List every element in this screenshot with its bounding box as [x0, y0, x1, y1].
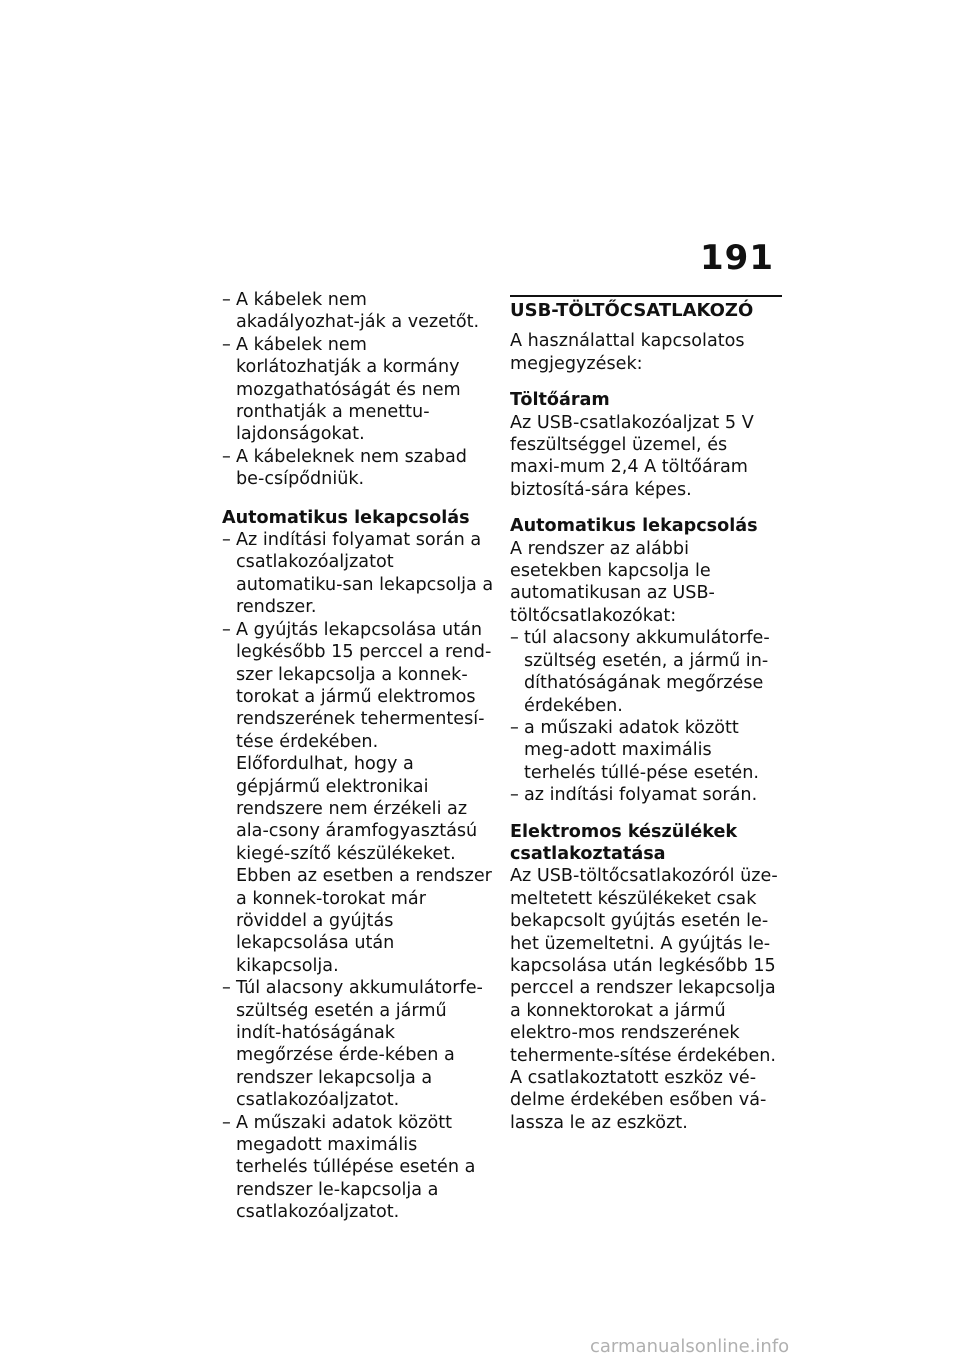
subheading-charge: Töltőáram [510, 390, 610, 411]
protect-text: A csatlakoztatott eszköz vé-delme érdekében esőben vá-lassza le az eszközt. [510, 1068, 767, 1133]
section-heading: Automatikus lekapcsolás [222, 507, 470, 528]
auto-text: A rendszer az alábbi esetekben kapcsolja le automatikusan az USB-töltőcsatlakozókat: [510, 538, 715, 626]
page-number: 191 [700, 238, 774, 278]
list-item: – A kábelek nem korlátozhatják a kormány mozgathatóságát és nem ronthatják a menettu-lajdonságokat. [222, 334, 461, 445]
list-item: – A kábeleknek nem szabad be-csípődniük. [222, 446, 467, 490]
section-title: USB-TÖLTŐCSATLAKOZÓ [510, 300, 754, 321]
subheading-devices: Elektromos készülékek csatlakoztatása [510, 821, 738, 864]
charge-text: Az USB-csatlakozóaljzat 5 V feszültséggel üzemel, és maxi-mum 2,4 A töltőáram biztosítá-sára képes. [510, 412, 754, 500]
list-item: – A műszaki adatok között megadott maximális terhelés túllépése esetén a rendszer le-kapcsolja a csatlakozóaljzatot. [222, 1112, 476, 1223]
subheading-auto: Automatikus lekapcsolás [510, 516, 758, 537]
list-item: – Túl alacsony akkumulátorfe-szültség esetén a jármű indít-hatóságának megőrzése érde-kében a rendszer lekapcsolja a csatlakozóaljzatot. [222, 978, 483, 1111]
watermark: carmanualsonline.info [590, 1336, 790, 1357]
list-item: – az indítási folyamat során. [510, 785, 758, 806]
right-column [510, 289, 782, 1134]
device-text: Az USB-töltőcsatlakozóról üze-meltetett készülékeket csak bekapcsolt gyújtás esetén le-het üzemeltetni. A gyújtás le-kapcsolása után legkésőbb 15 perccel a rendszer lekapcsolja a konnektorokat a jármű elektro-mos rendszerének tehermente-sítése érdekében. [510, 866, 778, 1066]
intro-text: A használattal kapcsolatos megjegyzések: [510, 331, 745, 374]
left-column [222, 289, 494, 1224]
list-item: – a műszaki adatok között meg-adott maximális terhelés túllé-pése esetén. [510, 717, 759, 783]
section-divider [510, 295, 782, 322]
list-item: – A gyújtás lekapcsolása után legkésőbb 15 perccel a rend-szer lekapcsolja a konnek-torokat a jármű elektromos rendszerének tehermentesí-tése érdekében. Előfordulhat, hogy a gépjármű elektronikai rendszere nem érzékeli az ala-csony áramfogyasztású kiegé-szítő készülékeket. Ebben az esetben a rendszer a konnek-torokat már röviddel a gyújtás lekapcsolása után kikapcsolja. [222, 619, 492, 976]
list-item: – Az indítási folyamat során a csatlakozóaljzatot automatiku-san lekapcsolja a rendszer. [222, 530, 494, 618]
list-item: – túl alacsony akkumulátorfe-szültség esetén, a jármű in-díthatóságának megőrzése érdekében. [510, 628, 770, 716]
list-item: – A kábelek nem akadályozhat-ják a vezetőt. [222, 290, 480, 333]
